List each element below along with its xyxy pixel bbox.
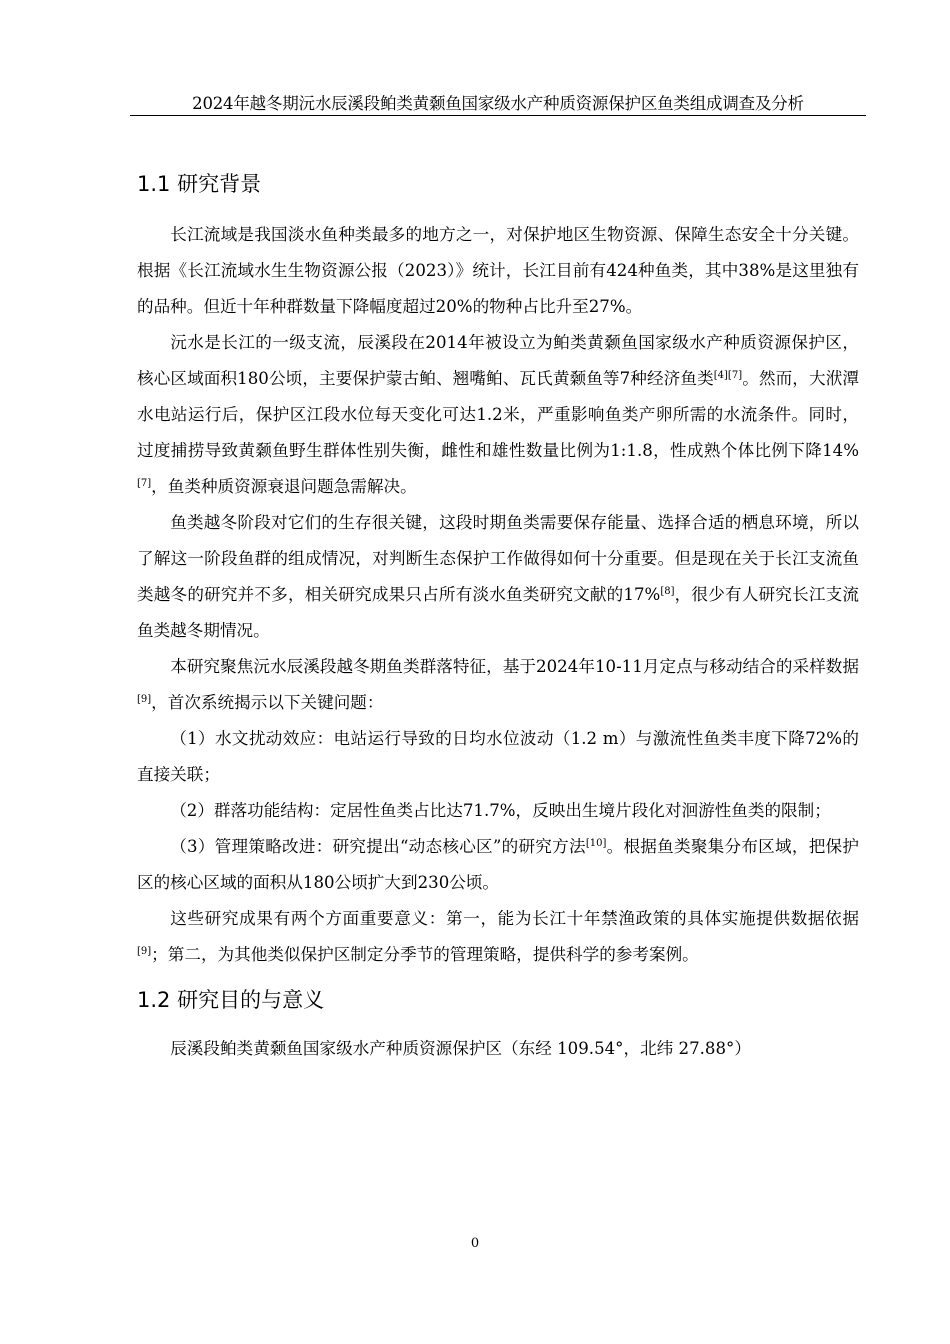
paragraph-background-3	[137, 505, 859, 649]
paragraph-text: ，很少有人研究长江支流鱼类越冬期情况。	[137, 585, 859, 640]
list-item-hydrology: （1）水文扰动效应：电站运行导致的日均水位波动（1.2 m）与激流性鱼类丰度下降72%的直接关联；	[137, 729, 859, 784]
citation-ref: [10]	[585, 838, 607, 849]
citation-ref: [9]	[137, 946, 152, 957]
paragraph-text: 鱼类越冬阶段对它们的生存很关键，这段时期鱼类需要保存能量、选择合适的栖息环境，所以了解这一阶段鱼群的组成情况，对判断生态保护工作做得如何十分重要。但是现在关于长江支流鱼类越冬的研究并不多，相关研究成果只占所有淡水鱼类研究文献的17%	[137, 513, 859, 604]
paragraph-text: ，鱼类种质资源衰退问题急需解决。	[151, 477, 417, 496]
paragraph-text: ，首次系统揭示以下关键问题：	[151, 693, 384, 712]
paragraph-text: （3）管理策略改进：研究提出“动态核心区”的研究方法	[170, 837, 586, 856]
header-divider	[130, 115, 866, 116]
paragraph-background-1: 长江流域是我国淡水鱼种类最多的地方之一，对保护地区生物资源、保障生态安全十分关键。根据《长江流域水生生物资源公报（2023）》统计，长江目前有424种鱼类，其中38%是这里独有的品种。但近十年种群数量下降幅度超过20%的物种占比升至27%。	[137, 225, 859, 316]
citation-ref: [9]	[137, 694, 152, 705]
paragraph-text: 沅水是长江的一级支流，辰溪段在2014年被设立为鲌类黄颡鱼国家级水产种质资源保护区，核心区域面积180公顷，主要保护蒙古鲌、翘嘴鲌、瓦氏黄颡鱼等7种经济鱼类	[137, 333, 859, 388]
list-item-community-structure: （2）群落功能结构：定居性鱼类占比达71.7%，反映出生境片段化对洄游性鱼类的限制；	[170, 801, 831, 820]
list-item-management	[137, 829, 859, 901]
main-content	[137, 165, 859, 1067]
paragraph-text: 本研究聚焦沅水辰溪段越冬期鱼类群落特征，基于2024年10-11月定点与移动结合的采样数据	[170, 657, 859, 676]
section-heading-purpose: 1.2 研究目的与意义	[137, 988, 325, 1012]
paragraph-text: 这些研究成果有两个方面重要意义：第一，能为长江十年禁渔政策的具体实施提供数据依据	[170, 909, 859, 928]
citation-ref: [4][7]	[713, 370, 743, 381]
paragraph-background-5	[137, 901, 859, 973]
page-number: 0	[470, 1236, 480, 1251]
paragraph-background-2	[137, 325, 859, 505]
paragraph-background-4	[137, 649, 859, 721]
section-heading-background: 1.1 研究背景	[137, 172, 262, 196]
citation-ref: [8]	[660, 586, 675, 597]
citation-ref: [7]	[137, 478, 152, 489]
paragraph-text: 。根据鱼类聚集分布区域，把保护区的核心区域的面积从180公顷扩大到230公顷。	[137, 837, 859, 892]
running-header: 2024年越冬期沅水辰溪段鲌类黄颡鱼国家级水产种质资源保护区鱼类组成调查及分析	[192, 94, 804, 113]
paragraph-purpose-1: 辰溪段鲌类黄颡鱼国家级水产种质资源保护区（东经 109.54°，北纬 27.88°）	[170, 1039, 751, 1058]
paragraph-text: 。然而，大洑潭水电站运行后，保护区江段水位每天变化可达1.2米，严重影响鱼类产卵所需的水流条件。同时，过度捕捞导致黄颡鱼野生群体性别失衡，雌性和雄性数量比例为1:1.8，性成熟个体比例下降14%	[137, 369, 859, 460]
paragraph-text: ；第二，为其他类似保护区制定分季节的管理策略，提供科学的参考案例。	[151, 945, 699, 964]
